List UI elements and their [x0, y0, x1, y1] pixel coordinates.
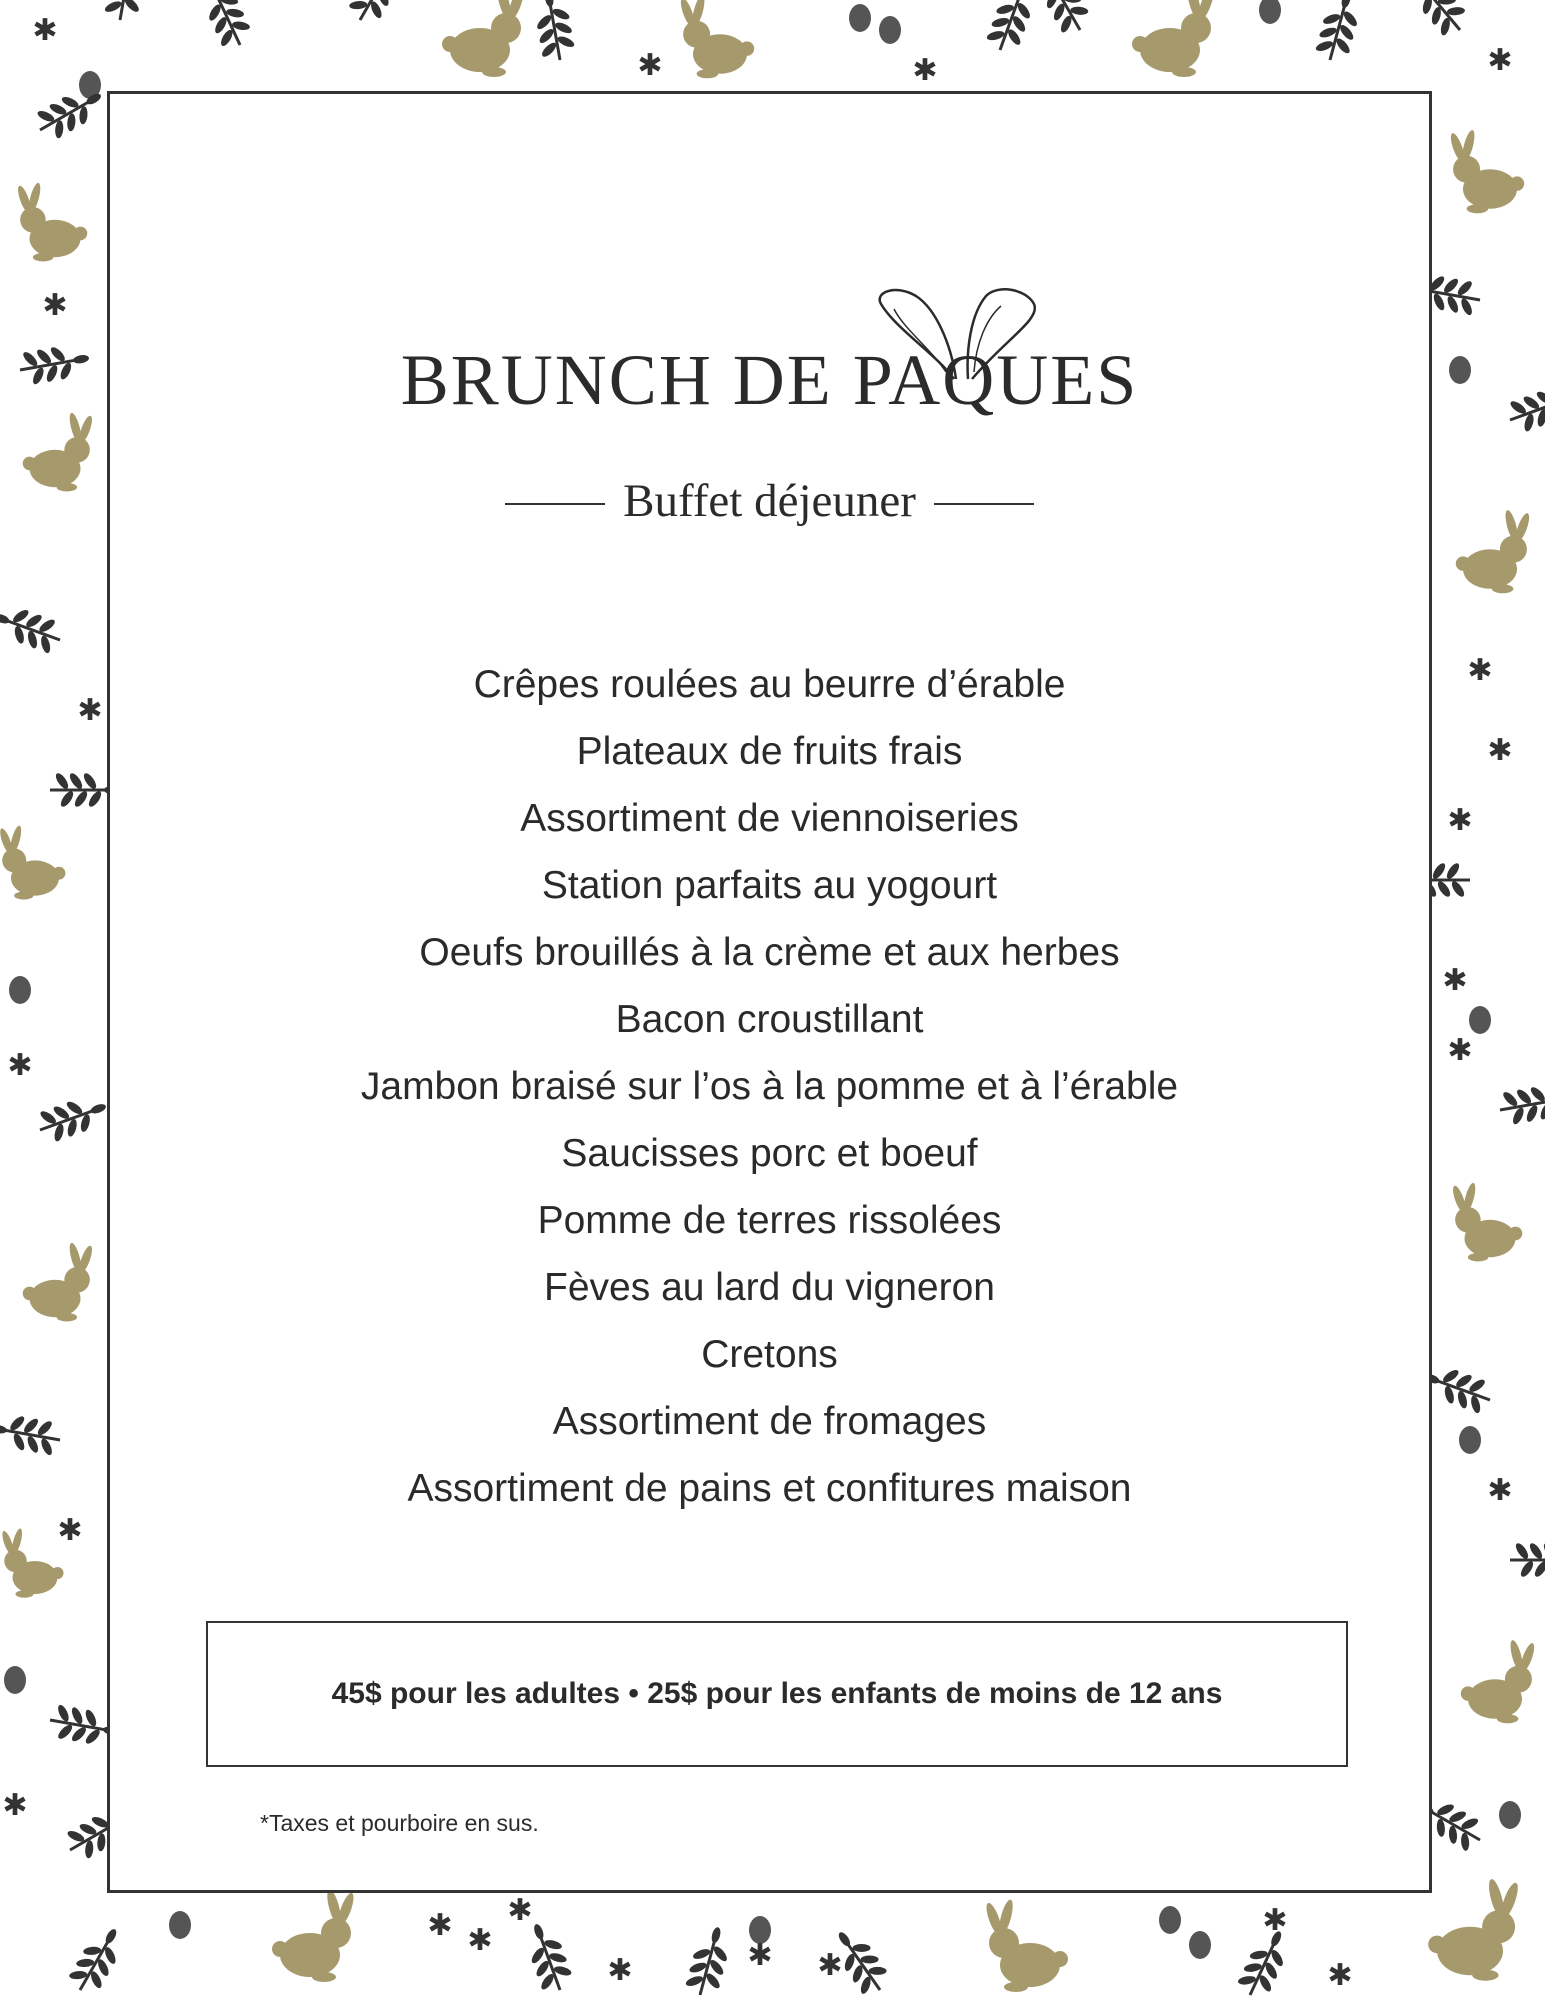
bunny-icon — [0, 825, 65, 900]
star-icon: ✱ — [77, 693, 103, 728]
star-icon: ✱ — [1487, 1473, 1513, 1508]
star-icon: ✱ — [637, 48, 663, 83]
bunny-icon — [442, 0, 527, 77]
menu-item: Fèves au lard du vigneron — [544, 1266, 995, 1309]
leaf-sprig-icon — [0, 1409, 63, 1458]
bunny-icon — [0, 1527, 63, 1597]
egg-icon — [1469, 1006, 1491, 1034]
egg-icon — [1259, 0, 1281, 24]
star-icon: ✱ — [912, 53, 938, 88]
menu-item: Cretons — [701, 1333, 838, 1376]
star-icon: ✱ — [747, 1938, 773, 1973]
star-icon: ✱ — [1327, 1958, 1353, 1993]
star-icon: ✱ — [1447, 803, 1473, 838]
footnote: *Taxes et pourboire en sus. — [260, 1810, 539, 1836]
star-icon: ✱ — [607, 1953, 633, 1988]
menu-item: Bacon croustillant — [615, 998, 924, 1041]
leaf-sprig-icon — [1029, 0, 1096, 39]
bunny-icon — [23, 412, 95, 492]
egg-icon — [1459, 1426, 1481, 1454]
menu-item: Assortiment de pains et confitures maison — [407, 1467, 1132, 1510]
bunny-icon — [15, 182, 87, 262]
leaf-sprig-icon — [529, 0, 578, 63]
star-icon: ✱ — [57, 1513, 83, 1548]
star-icon: ✱ — [7, 1048, 33, 1083]
star-icon: ✱ — [1487, 733, 1513, 768]
leaf-sprig-icon — [519, 1918, 578, 1997]
star-icon: ✱ — [1262, 1903, 1288, 1938]
subtitle-row — [110, 474, 1429, 528]
subtitle-divider-left — [505, 503, 605, 505]
menu-item: Assortiment de viennoiseries — [520, 797, 1019, 840]
bunny-ears-icon — [876, 284, 1046, 384]
leaf-sprig-icon — [1312, 0, 1366, 65]
egg-icon — [9, 976, 31, 1004]
menu-item: Crêpes roulées au beurre d’érable — [473, 663, 1066, 706]
price-text: 45$ pour les adultes • 25$ pour les enfants de moins de 12 ans — [331, 1677, 1223, 1710]
leaf-sprig-icon — [1401, 0, 1475, 42]
star-icon: ✱ — [467, 1923, 493, 1958]
leaf-sprig-icon — [1510, 1541, 1545, 1578]
menu-item: Jambon braisé sur l’os à la pomme et à l’érable — [360, 1065, 1179, 1108]
leaf-sprig-icon — [193, 0, 256, 53]
bunny-icon — [1456, 509, 1532, 593]
star-icon: ✱ — [1467, 653, 1493, 688]
star-icon: ✱ — [817, 1948, 843, 1983]
bunny-icon — [23, 1242, 95, 1322]
egg-icon — [169, 1911, 191, 1939]
leaf-sprig-icon — [17, 339, 92, 388]
subtitle-divider-right — [934, 503, 1034, 505]
bunny-icon — [1428, 1878, 1521, 1981]
menu-item: Station parfaits au yogourt — [541, 864, 998, 907]
bunny-icon — [1450, 1182, 1522, 1262]
leaf-sprig-icon — [1504, 379, 1545, 438]
price-box — [206, 1621, 1348, 1767]
menu-item: Oeufs brouillés à la crème et aux herbes — [419, 931, 1120, 974]
star-icon: ✱ — [42, 288, 68, 323]
star-icon: ✱ — [32, 13, 58, 48]
bunny-icon — [272, 1888, 357, 1982]
menu-item: Assortiment de fromages — [552, 1400, 987, 1443]
bunny-icon — [1448, 129, 1524, 213]
leaf-sprig-icon — [682, 1923, 736, 2000]
leaf-sprig-icon — [344, 0, 411, 29]
menu-list — [110, 651, 1429, 1522]
star-icon: ✱ — [1447, 1033, 1473, 1068]
bunny-icon — [1132, 0, 1217, 77]
bunny-icon — [1461, 1639, 1537, 1723]
subtitle: Buffet déjeuner — [623, 475, 916, 527]
egg-icon — [849, 4, 871, 32]
egg-icon — [1499, 1801, 1521, 1829]
egg-icon — [1159, 1906, 1181, 1934]
egg-icon — [879, 16, 901, 44]
egg-icon — [1449, 356, 1471, 384]
menu-item: Plateaux de fruits frais — [576, 730, 963, 773]
leaf-sprig-icon — [0, 599, 66, 658]
star-icon: ✱ — [1487, 43, 1513, 78]
menu-item: Pomme de terres rissolées — [537, 1199, 1002, 1242]
leaf-sprig-icon — [1497, 1079, 1545, 1128]
egg-icon — [1189, 1931, 1211, 1959]
leaf-sprig-icon — [34, 1089, 113, 1148]
egg-icon — [4, 1666, 26, 1694]
star-icon: ✱ — [427, 1908, 453, 1943]
leaf-sprig-icon — [64, 1920, 131, 1999]
menu-item: Saucisses porc et boeuf — [561, 1132, 978, 1175]
leaf-sprig-icon — [982, 0, 1041, 56]
bunny-icon — [983, 1898, 1068, 1992]
leaf-sprig-icon — [102, 0, 151, 23]
menu-card — [107, 91, 1432, 1893]
bunny-icon — [678, 0, 754, 78]
page-title: BRUNCH DE PAQUES — [401, 344, 1138, 416]
star-icon: ✱ — [2, 1788, 28, 1823]
star-icon: ✱ — [507, 1893, 533, 1928]
star-icon: ✱ — [1442, 963, 1468, 998]
